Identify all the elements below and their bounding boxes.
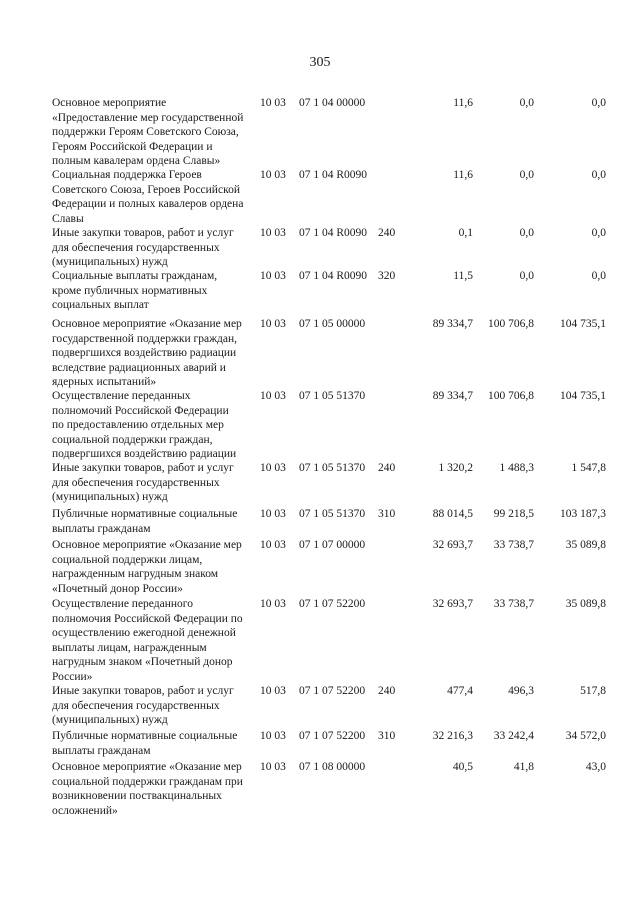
row-value-3: 35 089,8 bbox=[565, 539, 606, 551]
row-expense-type: 310 bbox=[378, 508, 396, 520]
row-value-1: 11,5 bbox=[453, 270, 473, 282]
row-value-3: 0,0 bbox=[591, 227, 606, 239]
row-value-2: 0,0 bbox=[519, 97, 534, 109]
row-article: 07 1 05 51370 bbox=[299, 390, 366, 402]
row-name: Социальная поддержка Героев Советского Союза, Героев Российской Федерации и полных кавалеров ордена Славы bbox=[52, 169, 244, 225]
row-article: 07 1 07 52200 bbox=[299, 685, 366, 697]
row-value-3: 104 735,1 bbox=[560, 318, 606, 330]
row-value-3: 104 735,1 bbox=[560, 390, 606, 402]
row-value-3: 0,0 bbox=[591, 270, 606, 282]
row-value-2: 0,0 bbox=[519, 227, 534, 239]
row-value-2: 0,0 bbox=[519, 270, 534, 282]
row-value-1: 89 334,7 bbox=[432, 390, 473, 402]
row-article: 07 1 04 R0090 bbox=[299, 270, 368, 282]
row-name: Публичные нормативные социальные выплаты гражданам bbox=[52, 730, 238, 757]
row-value-3: 35 089,8 bbox=[565, 598, 606, 610]
row-value-2: 33 242,4 bbox=[493, 730, 534, 742]
row-section: 10 03 bbox=[260, 730, 286, 742]
row-value-1: 1 320,2 bbox=[438, 462, 473, 474]
row-article: 07 1 05 51370 bbox=[299, 508, 366, 520]
row-section: 10 03 bbox=[260, 318, 286, 330]
row-article: 07 1 05 51370 bbox=[299, 462, 366, 474]
row-name: Социальные выплаты гражданам, кроме публичных нормативных социальных выплат bbox=[52, 270, 218, 311]
row-article: 07 1 05 00000 bbox=[299, 318, 366, 330]
row-value-2: 33 738,7 bbox=[493, 539, 534, 551]
row-expense-type: 310 bbox=[378, 730, 396, 742]
row-value-2: 33 738,7 bbox=[493, 598, 534, 610]
row-value-1: 32 693,7 bbox=[432, 598, 473, 610]
row-value-3: 517,8 bbox=[580, 685, 606, 697]
row-section: 10 03 bbox=[260, 462, 286, 474]
row-expense-type: 320 bbox=[378, 270, 396, 282]
row-section: 10 03 bbox=[260, 539, 286, 551]
row-name: Основное мероприятие «Оказание мер социальной поддержки гражданам при возникновении поствакцинальных осложнений» bbox=[52, 761, 243, 817]
row-name: Публичные нормативные социальные выплаты гражданам bbox=[52, 508, 238, 535]
row-section: 10 03 bbox=[260, 598, 286, 610]
row-article: 07 1 04 R0090 bbox=[299, 227, 368, 239]
row-expense-type: 240 bbox=[378, 227, 396, 239]
row-section: 10 03 bbox=[260, 508, 286, 520]
row-name: Основное мероприятие «Предоставление мер государственной поддержки Героям Советского Союза, Героям Российской Федерации и полным кавалерам ордена Славы» bbox=[52, 97, 244, 167]
row-value-3: 34 572,0 bbox=[565, 730, 606, 742]
row-section: 10 03 bbox=[260, 390, 286, 402]
row-value-3: 0,0 bbox=[591, 97, 606, 109]
row-name: Основное мероприятие «Оказание мер государственной поддержки граждан, подвергшихся воздействию радиации вследствие радиационных аварий и ядерных испытаний» bbox=[52, 318, 242, 388]
row-value-2: 0,0 bbox=[519, 169, 534, 181]
row-value-2: 100 706,8 bbox=[488, 318, 534, 330]
row-name: Иные закупки товаров, работ и услуг для обеспечения государственных (муниципальных) нужд bbox=[52, 685, 234, 726]
row-article: 07 1 04 00000 bbox=[299, 97, 366, 109]
row-value-1: 11,6 bbox=[453, 169, 473, 181]
row-value-1: 32 693,7 bbox=[432, 539, 473, 551]
row-value-2: 100 706,8 bbox=[488, 390, 534, 402]
row-value-3: 0,0 bbox=[591, 169, 606, 181]
row-value-3: 1 547,8 bbox=[571, 462, 606, 474]
row-section: 10 03 bbox=[260, 270, 286, 282]
row-value-1: 11,6 bbox=[453, 97, 473, 109]
row-name: Основное мероприятие «Оказание мер социальной поддержки лицам, награжденным нагрудным знаком «Почетный донор России» bbox=[52, 539, 242, 595]
row-section: 10 03 bbox=[260, 169, 286, 181]
row-article: 07 1 04 R0090 bbox=[299, 169, 368, 181]
row-article: 07 1 07 00000 bbox=[299, 539, 366, 551]
row-section: 10 03 bbox=[260, 685, 286, 697]
row-article: 07 1 07 52200 bbox=[299, 730, 366, 742]
row-name: Осуществление переданных полномочий Российской Федерации по предоставлению отдельных мер социальной поддержки граждан, подвергшихся воздействию радиации bbox=[52, 390, 237, 460]
row-value-1: 32 216,3 bbox=[432, 730, 473, 742]
row-value-1: 40,5 bbox=[452, 761, 473, 773]
row-section: 10 03 bbox=[260, 761, 286, 773]
row-article: 07 1 08 00000 bbox=[299, 761, 366, 773]
row-value-2: 1 488,3 bbox=[499, 462, 534, 474]
row-section: 10 03 bbox=[260, 227, 286, 239]
row-expense-type: 240 bbox=[378, 462, 396, 474]
row-name: Осуществление переданного полномочия Российской Федерации по осуществлению ежегодной денежной выплаты лицам, награжденным нагрудным знаком «Почетный донор России» bbox=[52, 598, 243, 683]
row-value-1: 88 014,5 bbox=[432, 508, 473, 520]
row-value-2: 41,8 bbox=[513, 761, 534, 773]
row-value-2: 496,3 bbox=[508, 685, 534, 697]
row-name: Иные закупки товаров, работ и услуг для обеспечения государственных (муниципальных) нужд bbox=[52, 462, 234, 503]
row-name: Иные закупки товаров, работ и услуг для обеспечения государственных (муниципальных) нужд bbox=[52, 227, 234, 268]
row-value-1: 0,1 bbox=[458, 227, 473, 239]
page-number: 305 bbox=[309, 55, 331, 70]
row-value-1: 477,4 bbox=[447, 685, 473, 697]
row-value-1: 89 334,7 bbox=[432, 318, 473, 330]
row-value-3: 103 187,3 bbox=[560, 508, 606, 520]
row-expense-type: 240 bbox=[378, 685, 396, 697]
row-article: 07 1 07 52200 bbox=[299, 598, 366, 610]
row-value-2: 99 218,5 bbox=[493, 508, 534, 520]
row-section: 10 03 bbox=[260, 97, 286, 109]
row-value-3: 43,0 bbox=[585, 761, 606, 773]
